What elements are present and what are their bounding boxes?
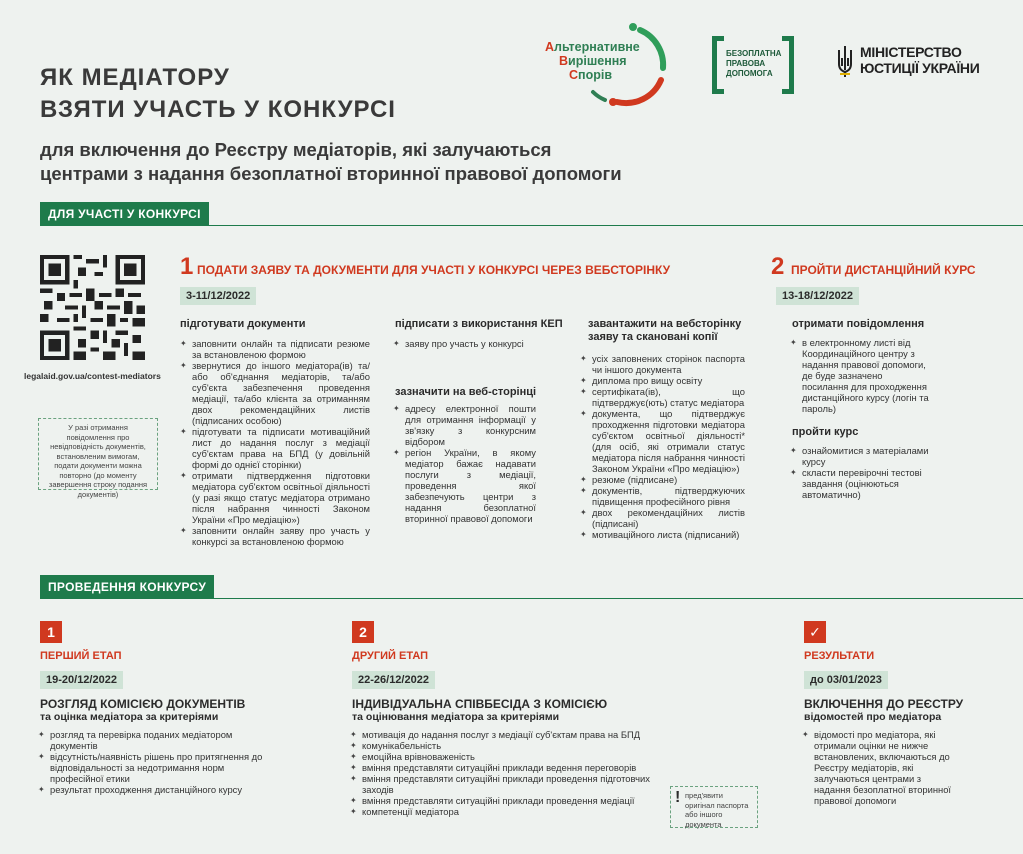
list-item: ✦ заповнити онлайн та підписати резюме за встановленою формою [180,338,370,360]
bracket-left-icon [712,36,724,94]
bpd-line2: ПРАВОВА [726,59,766,68]
stage1-date: 19-20/12/2022 [40,671,123,689]
list-item: ✦ в електронному листі від Координаційного центру з надання правової допомоги, де буде зазначено посилання для проходження дистанційного курсу (логін та пароль) [790,337,930,414]
list-item: ✦ вміння представляти ситуаційні приклади проведення підготовчих заходів [350,773,650,795]
results-subheading: відомостей про медіатора [804,711,942,723]
list-item: ✦ вміння представляти ситуаційні приклади ведення переговорів [350,762,650,773]
step1-col3-list [580,353,745,540]
step1-col3-heading: завантажити на вебсторінку заяву та скановані копії [588,318,742,343]
qr-url[interactable]: legalaid.gov.ua/contest-mediators [24,371,161,381]
stage1-subheading: та оцінка медіатора за критеріями [40,711,219,723]
page-title-line1: ЯК МЕДІАТОРУ [40,64,230,91]
list-item: ✦ заповнити онлайн заяву про участь у конкурсі за встановленою формою [180,525,370,547]
list-item: ✦ розгляд та перевірка поданих медіатором документів [38,729,278,751]
list-item: ✦ звернутися до іншого медіатора(ів) та/або об'єднання медіаторів, та/або суб'єкта забезпечення проведення медіації, та/або клієнта за отриманням двох рекомендаційних листів (підписаних особою) [180,360,370,426]
list-item: ✦ скласти перевірочні тестові завдання (оцінюються автоматично) [790,467,935,500]
ministry-line1: МІНІСТЕРСТВО [860,44,962,60]
section-divider [40,598,1023,599]
resubmit-note: У разі отримання повідомлення про невідповідність документів, встановленим вимогам, подати документи можна повторно (до моменту завершення строку подання документів) [38,418,158,490]
step2-list2 [790,445,935,500]
list-item: ✦ мотивація до надання послуг з медіації суб'єктам права на БПД [350,729,650,740]
stage2-list [350,729,650,817]
step2-heading1: отримати повідомлення [792,318,925,330]
list-item: ✦ диплома про вищу освіту [580,375,745,386]
bpd-logo-text [726,49,781,79]
stage2-date: 22-26/12/2022 [352,671,435,689]
stage2-number: 2 [352,621,374,643]
list-item: ✦ компетенції медіатора [350,806,650,817]
results-list [802,729,952,806]
list-item: ✦ вміння представляти ситуаційні приклади проведення медіації [350,795,650,806]
step2-title: ПРОЙТИ ДИСТАНЦІЙНИЙ КУРС [791,263,976,277]
step1-number: 1 [180,253,194,280]
list-item: ✦ двох рекомендаційних листів (підписані) [580,507,745,529]
bpd-logo [712,36,794,94]
trident-icon [836,44,854,78]
step2-number: 2 [771,253,785,280]
list-item: ✦ документа, що підтверджує проходження підготовки медіатора суб'єктом освітньої діяльності* (для осіб, які отримали статус медіатора після набрання чинності Законом України «Про медіацію») [580,408,745,474]
qr-code-icon [40,255,145,360]
list-item: ✦ підготувати та підписати мотиваційний лист до надання послуг з медіації суб'єктам права на БПД (у довільній формі до однієї сторінки) [180,426,370,470]
list-item: ✦ документів, підтверджуючих підвищення професійного рівня [580,485,745,507]
list-item: ✦ відомості про медіатора, які отримали оцінки не нижче встановлених, включаються до Реєстру медіаторів, які залучаються центрами з надання безоплатної вторинної правової допомоги [802,729,952,806]
stage2-label: ДРУГИЙ ЕТАП [352,650,429,662]
step1-col2b-heading: зазначити на веб-сторінці [395,386,537,398]
list-item: ✦ заяву про участь у конкурсі [393,338,543,349]
exclamation-icon: ! [675,789,681,806]
list-item: ✦ результат проходження дистанційного курсу [38,784,278,795]
list-item: ✦ отримати підтвердження підготовки медіатора суб'єктом освітньої діяльності (у разі якщо статус медіатора отримано після набрання чинності Законом України «Про медіацію») [180,470,370,525]
stage1-label: ПЕРШИЙ ЕТАП [40,650,122,662]
list-item: ✦ резюме (підписане) [580,474,745,485]
step1-date: 3-11/12/2022 [180,287,256,305]
passport-note [670,786,758,828]
step1-col2b-list [393,403,536,524]
section-participation-label: ДЛЯ УЧАСТІ У КОНКУРСІ [40,202,209,226]
check-icon: ✓ [804,621,826,643]
ministry-line2: ЮСТИЦІЇ УКРАЇНИ [860,60,980,76]
page-subtitle [40,138,760,186]
step2-list1 [790,337,930,414]
stage1-heading: РОЗГЛЯД КОМІСІЄЮ ДОКУМЕНТІВ [40,697,246,711]
stage2-heading: ІНДИВІДУАЛЬНА СПІВБЕСІДА З КОМІСІЄЮ [352,697,608,711]
avs-logo [545,22,670,107]
page-subtitle-line1: для включення до Реєстру медіаторів, які залучаються [40,139,552,160]
list-item: ✦ відсутність/наявність рішень про притягнення до відповідальності за недотримання норм професійної етики [38,751,278,784]
step2-date: 13-18/12/2022 [776,287,859,305]
section-contest-label: ПРОВЕДЕННЯ КОНКУРСУ [40,575,214,599]
section-divider [40,225,1023,226]
stage1-list [38,729,278,795]
bpd-line1: БЕЗОПЛАТНА [726,49,782,58]
step1-col2-list [393,338,543,349]
stage2-subheading: та оцінювання медіатора за критеріями [352,711,560,723]
step1-col1-list [180,338,370,547]
step2-heading2: пройти курс [792,426,859,438]
page-title-line2: ВЗЯТИ УЧАСТЬ У КОНКУРСІ [40,96,396,123]
results-date: до 03/01/2023 [804,671,888,689]
stage1-number: 1 [40,621,62,643]
list-item: ✦ сертифіката(ів), що підтверджує(ють) статус медіатора [580,386,745,408]
ministry-logo-text [860,44,980,76]
bracket-right-icon [782,36,794,94]
bpd-line3: ДОПОМОГА [726,69,773,78]
list-item: ✦ мотиваційного листа (підписаний) [580,529,745,540]
avs-logo-text: Альтернативне Вирішення Спорів [545,40,640,82]
list-item: ✦ регіон України, в якому медіатор бажає надавати послуги з медіації, проведення якої забезпечують центри з надання безоплатної вторинної правової допомоги [393,447,536,524]
step1-col1-heading: підготувати документи [180,318,306,330]
page-title [40,62,396,126]
ministry-logo [836,44,996,80]
results-label: РЕЗУЛЬТАТИ [804,650,875,662]
list-item: ✦ комунікабельність [350,740,650,751]
step1-col2-heading: підписати з використання КЕП [395,318,563,330]
list-item: ✦ адресу електронної пошти для отримання інформації у зв'язку з конкурсним відбором [393,403,536,447]
step1-title: ПОДАТИ ЗАЯВУ ТА ДОКУМЕНТИ ДЛЯ УЧАСТІ У КОНКУРСІ ЧЕРЕЗ ВЕБСТОРІНКУ [197,263,671,277]
list-item: ✦ емоційна врівноваженість [350,751,650,762]
page-subtitle-line2: центрами з надання безоплатної вторинної правової допомоги [40,163,622,184]
results-heading: ВКЛЮЧЕННЯ ДО РЕЄСТРУ [804,697,964,711]
list-item: ✦ усіх заповнених сторінок паспорта чи іншого документа [580,353,745,375]
list-item: ✦ ознайомитися з матеріалами курсу [790,445,935,467]
passport-note-text: пред'явити оригінал паспорта або іншого документа [685,791,749,829]
